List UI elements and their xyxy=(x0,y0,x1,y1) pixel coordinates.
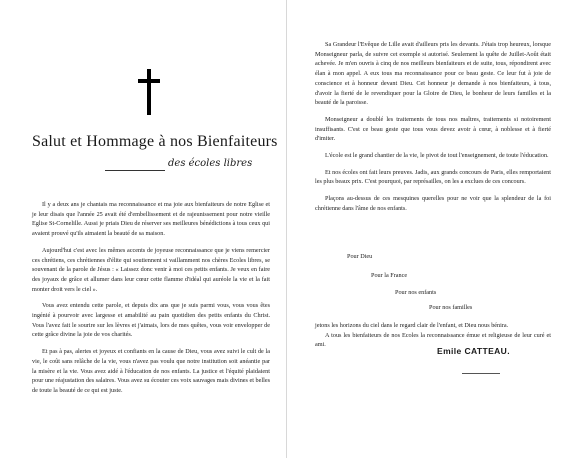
left-paragraph-1: Il y a deux ans je chantais ma reconnaissance et ma joie aux bienfaiteurs de notre Eglise et je leur disais que l'année 25 avait été d'embellissement et de rajeunissement pour notre vieille Eglise St-Cornelille. Aussi je priais Dieu de réserver ses meilleures bénédictions à tous ceux qui avaient prouvé qu'ils aimaient la beauté de sa maison. xyxy=(32,201,270,238)
left-page xyxy=(0,0,286,458)
signature-rule xyxy=(462,373,500,374)
left-body xyxy=(32,200,270,403)
author-signature: Emile CATTEAU. xyxy=(437,346,510,356)
left-paragraph-2: Aujourd'hui c'est avec les mêmes accents de joyeuse reconnaissance que je viens remercier ces chrétiens, ces chrétiennes d'élite qui soutiennent si vaillamment nos chères Ecoles libres, se souvenant de la parole de Jésus : « Laissez donc venir à moi ces petits enfants. Je veux en faire des joyaux de grâce et allumer dans leur cœur cette flamme d'idéal qui auréole la vie et la fait monter droit vers le ciel ». xyxy=(32,246,270,293)
pour-enfants-line: Pour nos enfants xyxy=(395,289,437,296)
left-paragraph-3: Vous avez entendu cette parole, et depuis dix ans que je suis parmi vous, vous vous êtes ingénié à pourvoir avec largesse et amabilité au pain quotidien des petits enfants du Christ. Vous l'avez fait le sourire sur les lèvres et j'aimais, lors de mes quêtes, vous voir envelopper de cette grâce divine la joie de vos charités. xyxy=(32,302,270,339)
handwritten-note: des écoles libres xyxy=(168,158,253,169)
right-body xyxy=(315,40,551,221)
pour-france-line: Pour la France xyxy=(371,272,408,279)
cross-icon xyxy=(138,69,160,115)
page-title: Salut et Hommage à nos Bienfaiteurs xyxy=(32,133,278,150)
pour-familles-line: Pour nos familles xyxy=(429,304,473,311)
right-closing xyxy=(315,321,551,350)
right-paragraph-5: Plaçons au-dessus de ces mesquines querelles pour ne voir que la splendeur de la foi chrétienne dans l'âme de nos enfants. xyxy=(315,195,551,212)
right-paragraph-4: Et nos écoles ont fait leurs preuves. Jadis, aux grands concours de Paris, elles remportaient les plus beaux prix. C'est pourquoi, par représailles, on les a exclues de ces concours. xyxy=(315,168,551,186)
right-page xyxy=(287,0,573,458)
pour-dieu-line: Pour Dieu xyxy=(347,253,373,260)
right-paragraph-2: Monseigneur a doublé les traitements de tous nos maîtres, traitements si notoirement insuffisants. C'est ce beau geste que tous vous devez avoir à cœur, à noblesse et à fierté d'imiter. xyxy=(315,115,551,143)
closing-paragraph-2: A tous les bienfaiteurs de nos Ecoles la reconnaissance émue et religieuse de leur curé et ami. xyxy=(315,331,551,349)
right-paragraph-1: Sa Grandeur l'Evêque de Lille avait d'ailleurs pris les devants. J'étais trop heureux, lorsque Monseigneur parla, de suivre cet exemple si autorisé. Seulement la quête de Juillet-Août était achevée. Je m'en ouvris à cinq de nos meilleurs bienfaiteurs et de suite, tous, répondirent avec élan à mon appel. A eux tous ma reconnaissance pour ce beau geste. Ce leur fut à joie de conscience et à honneur devant Dieu. Cet honneur je demande à nos bienfaiteurs, à tous, d'avoir la fierté de le revendiquer pour la Gloire de Dieu, le bonheur de leurs familles et la beauté de la paroisse. xyxy=(315,41,551,107)
title-underline xyxy=(105,170,165,171)
right-paragraph-3: L'école est le grand chantier de la vie, le pivot de tout l'enseignement, de toute l'éducation. xyxy=(325,152,549,160)
left-paragraph-4: Et pas à pas, alertes et joyeux et confiants en la cause de Dieu, vous avez suivi le cult de la vie, le coût sans relâche de la vie, vous n'avez pas voulu que notre institution soit anéantie par la misère et la vie. Vous avez aidé à l'éducation de nos enfants. La justice et l'équité plaidaient pour une réajustation des salaires. Vous avez su écouter ces voix sauvages mais divines et belles de toute la beauté de ce qui est juste. xyxy=(32,348,270,394)
closing-paragraph-1: jetons les horizons du ciel dans le regard clair de l'enfant, et Dieu nous bénira. xyxy=(315,322,509,329)
